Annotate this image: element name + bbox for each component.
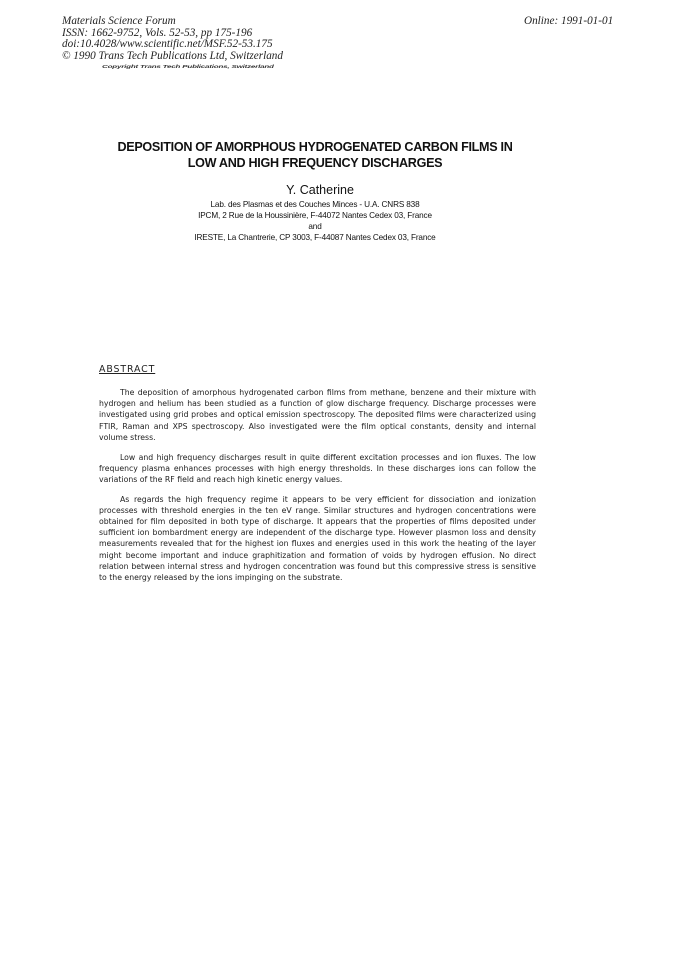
affiliations bbox=[150, 199, 480, 243]
scan-copyright-line: Copyright Trans Tech Publications, Switzerland bbox=[102, 64, 274, 69]
abstract-paragraph: As regards the high frequency regime it appears to be very efficient for dissociation and ionization processes with threshold energies in the ten eV range. Similar structures and hydrogen concentrations were obtained for film deposited in both type of discharge. It appears that the properties of films deposited under sufficient ion bombardment energy are independent of the discharge type. However plasmon loss and density measurements revealed that for the highest ion fluxes and energies used in this work the heating of the layer might become important and induce graphitization and formation of voids by hydrogen effusion. No direct relation between internal stress and hydrogen concentration was found but this compressive stress is sensitive to the energy released by the ions impinging on the substrate. bbox=[99, 494, 536, 583]
online-date: Online: 1991-01-01 bbox=[524, 15, 614, 27]
abstract-paragraph: Low and high frequency discharges result in quite different excitation processes and ion fluxes. The low frequency plasma enhances processes with high energy thresholds. In these discharges ions can follow the variations of the RF field and reach high kinetic energy values. bbox=[99, 452, 536, 484]
affiliation-line: Lab. des Plasmas et des Couches Minces - U.A. CNRS 838 bbox=[210, 200, 420, 209]
author-name: Y. Catherine bbox=[286, 183, 354, 197]
title-line: DEPOSITION OF AMORPHOUS HYDROGENATED CARBON FILMS IN bbox=[117, 140, 513, 154]
journal-header bbox=[62, 16, 283, 62]
affiliation-line: and bbox=[308, 222, 322, 231]
copyright: © 1990 Trans Tech Publications Ltd, Switzerland bbox=[62, 49, 283, 62]
abstract-paragraph: The deposition of amorphous hydrogenated carbon films from methane, benzene and their mixture with hydrogen and helium has been studied as a function of glow discharge frequency. Discharge processes were investigated using grid probes and optical emission spectroscopy. The deposited films were characterized using FTIR, Raman and XPS spectroscopy. Also investigated were the film optical constants, density and internal volume stress. bbox=[99, 388, 536, 442]
issn-volume-pages: ISSN: 1662-9752, Vols. 52-53, pp 175-196 bbox=[62, 26, 253, 39]
abstract-body bbox=[99, 387, 536, 592]
affiliation-line: IRESTE, La Chantrerie, CP 3003, F-44087 Nantes Cedex 03, France bbox=[194, 233, 436, 242]
affiliation-line: IPCM, 2 Rue de la Houssinière, F-44072 Nantes Cedex 03, France bbox=[198, 211, 432, 220]
title-line: LOW AND HIGH FREQUENCY DISCHARGES bbox=[187, 156, 443, 170]
doi: doi:10.4028/www.scientific.net/MSF.52-53.175 bbox=[62, 38, 273, 51]
journal-name: Materials Science Forum bbox=[62, 15, 176, 27]
paper-title bbox=[90, 139, 540, 171]
abstract-heading: ABSTRACT bbox=[99, 364, 156, 375]
